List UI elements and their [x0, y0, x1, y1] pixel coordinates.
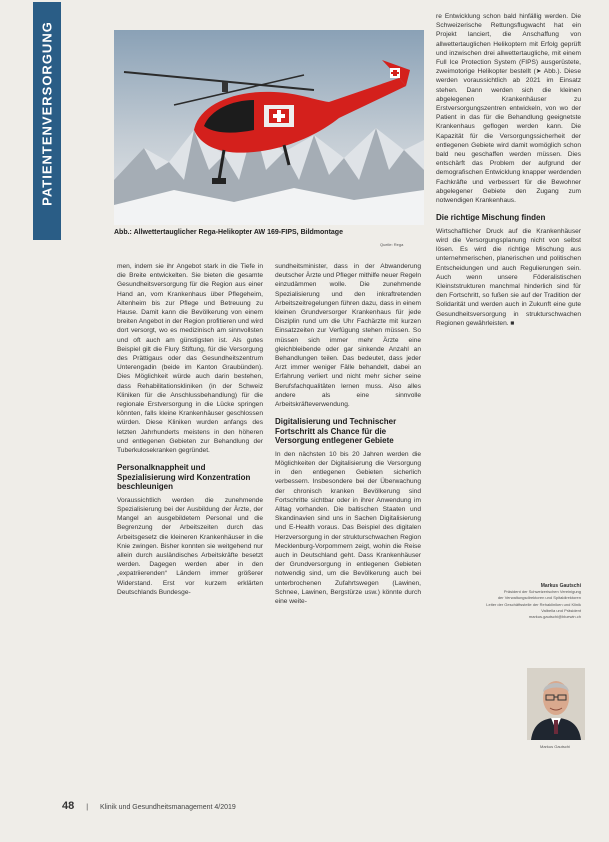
paragraph: sundheitsminister, dass in der Abwanderung deutscher Ärzte und Pfleger mithilfe neuer Regeln einzudämmen wolle. Die zunehmende Spezialisierung und den inkraftretenden Arbeitszeitregelungen führen dazu, dass in einem kleinen Grundversorger Krankenhaus für jede Disziplin rund um die Uhr Fachärzte mit kurzen Einsatzzeiten zur Verfügung stehen müssen. So müssen sich immer mehr Ärzte eine gleichbleibende oder gar sinkende Anzahl an Behandlungen teilen. Das bedeutet, dass jeder Arzt immer weniger Fälle behandelt, dabei an Erfahrung verliert und nicht mehr sicher seine Berufsfachqualitäten lernen muss. Also alles andere als eine sinnvolle Arbeitskräfteverwendung.	[275, 263, 421, 409]
author-name: Markus Gautschi	[540, 583, 581, 589]
author-portrait	[527, 668, 585, 740]
paragraph: Wirtschaftlicher Druck auf die Krankenhäuser wird die Versorgungsplanung nicht von selbst lösen. Es wird die richtige Mischung aus unternehmerischen, planerischen und politischen Entscheidungen und auch Regulierungen sein. Auch wenn unsere Föderalistischen Kleinststrukturen manchmal hinderlich sind für den Fortschritt, so fußen sie auf der Tradition der Solidarität und werden auch in Zukunft eine gute Gesundheitsversorgung in strukturschwachen Regionen gewährleisten. ■	[436, 227, 581, 327]
section-heading: Die richtige Mischung finden	[436, 213, 546, 223]
paragraph: re Entwicklung schon bald hinfällig werden. Die Schweizerische Rettungsflugwacht hat ein Projekt lanciert, die Anschaffung von allwettertauglichen Helikoptern mit Erfolg geprüft und inzwischen drei allwettertaugliche, mit einem Full Ice Protection System (FIPS) ausgerüstete, zweimotorige Helikopter bestellt (➤ Abb.). Diese werden voraussichtlich ab 2021 im Einsatz stehen. Dann werden sich die kleinen abgelegenen Krankenhäuser zu Erstversorgungszentren entwickeln, von wo der Patient in das für die Behandlung geeignetste Krankenhaus geflogen werden kann. Die Kapazität für die Versorgungssicherheit der entlegenen Gebiete wird damit womöglich schon bald neu geschaffen werden müssen. Dies entschärft das Problem der aufgrund der demografischen Entwicklung knapper werdenden Fachkräfte und verbessert für die Bewohner abgelegener Gebiete den Zugang zum notwendigen Krankenhaus.	[436, 13, 581, 205]
author-role: Präsident der Schweizerischen Vereinigung	[503, 589, 581, 595]
author-role: Leiter der Geschäftsstelle der Rehakliniken und Klinik	[486, 601, 581, 607]
author-email: markus.gautschi@bluewin.ch	[528, 614, 581, 620]
page-number: 48	[62, 800, 75, 812]
article-column-2	[275, 262, 421, 606]
page-footer	[62, 800, 236, 812]
section-label: PATIENTENVERSORGUNG	[39, 21, 55, 206]
section-heading: Personalknappheit und Spezialisierung wird Konzentration beschleunigen	[117, 463, 251, 492]
article-column-1	[117, 262, 263, 597]
author-box	[440, 583, 581, 620]
figure-caption: Abb.: Allwettertauglicher Rega-Helikopter AW 169-FIPS, Bildmontage	[114, 229, 343, 236]
section-sidebar	[33, 2, 61, 240]
author-role: Valbella und Präsident	[541, 607, 581, 613]
paragraph: In den nächsten 10 bis 20 Jahren werden die Möglichkeiten der Digitalisierung die Versorgung in den entlegenen Gebieten sicherlich verbessern. Insbesondere bei der Überwachung der chronisch kranken Bevölkerung sind Fortschritte sichtbar oder in ihrer Anwendung im Alltag vorhanden. Die baltischen Staaten und Skandinavien sind uns in Sachen Digitalisierung und E-Health voraus. Das Beispiel des digitalen Herzversorgung in der strukturschwachen Region Mecklenburg-Vorpommern zeigt, wohin die Reise auch in Deutschland geht. Dass Krankenhäuser der Grundversorgung in entlegenen Gebieten notwendig sind, um die Bevölkerung auch bei unterbrochenen Zufahrtswegen (Lawinen, Schnee, Lawinen, Bergstürze usw.) könnte durch eine weite-	[275, 450, 421, 605]
figure-credit: Quelle: Rega	[380, 242, 404, 247]
paragraph: men, indem sie ihr Angebot stark in die Tiefe in die Breite entwickelten. Sie bieten die gesamte Gesundheitsversorgung für die Region aus einer Hand an, vom Krankenhaus über Pflegeheim, Altenheim bis zur Pflege und Betreuung zu Hause. Damit kann die Bevölkerung von einem breiten Angebot in der Region profitieren und wird dort versorgt, wo es medizinisch am sinnvollsten und oft auch am günstigsten ist. Als gutes Beispiel gilt die Flury Stiftung, für die Versorgung des Prättigaus oder das Gesundheitszentrum Unterengadin (beide im Kanton Graubünden). Dies Möglichkeit würde auch darin bestehen, dass Rehabilitationskliniken (in der Schweiz Kliniken für die Anschlussbehandlung) für die regionale Erstversorgung in die Lücke springen könnten, falls kleine Krankenhäuser geschlossen würden. Diese Kliniken wurden anfangs des letzten Jahrhunderts meistens in den höheren und entlegenen Gebieten zur Behandlung der Tuberkulosekranken gegründet.	[117, 263, 263, 455]
portrait-caption: Markus Gautschi	[540, 744, 571, 749]
paragraph: Voraussichtlich werden die zunehmende Spezialisierung bei der Ausbildung der Ärzte, der Mangel an ausgebildetem Personal und die Begrenzung der Arbeitszeiten durch das Arbeitsgesetz die kleineren Krankenhäuser in die Knie zwingen. Bisher konnten sie weitgehend nur allein durch ausländisches Arbeitskräfte besetzt werden. Dagegen werden aber in den „expatriierenden“ Ländern immer größerer Widerstand. Erst vor kurzem erklärten Deutschlands Bundesge-	[117, 496, 263, 596]
helicopter-photo	[114, 30, 424, 225]
journal-name: Klinik und Gesundheitsmanagement 4/2019	[99, 804, 236, 811]
section-heading: Digitalisierung und Technischer Fortschritt als Chance für die Versorgung entlegener Gebiete	[275, 417, 397, 446]
article-column-3	[436, 12, 581, 328]
author-role: der Verwaltungsdirektoren und Spitaldirektoren	[497, 595, 581, 601]
footer-separator: |	[86, 804, 89, 811]
